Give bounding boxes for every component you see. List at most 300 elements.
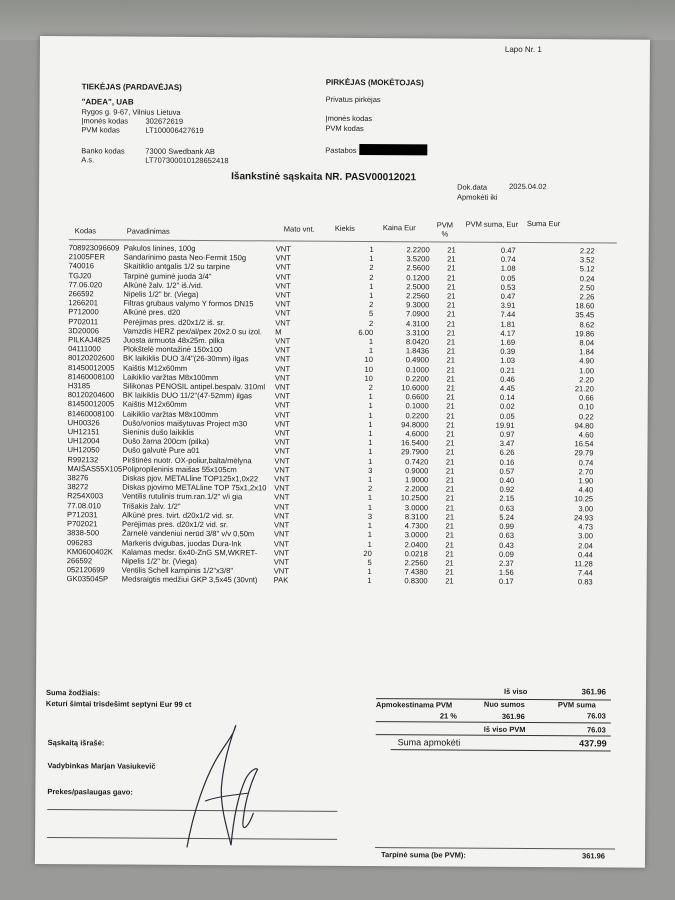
item-qty: 5: [367, 557, 372, 567]
item-unit: PAK: [273, 575, 289, 585]
item-code: H3185: [67, 381, 91, 391]
buyer-heading: PIRKĖJAS (MOKĖTOJAS): [325, 77, 424, 88]
item-unit: VNT: [274, 391, 291, 401]
item-code: KM0600402K: [66, 546, 113, 557]
item-qty: 3: [367, 511, 373, 521]
item-code: 81460008100: [67, 372, 115, 382]
item-qty: 5: [369, 309, 374, 319]
item-price: 16.5400: [401, 438, 429, 448]
item-qty: 1: [368, 429, 373, 439]
item-qty: 2: [367, 484, 373, 494]
item-qty: 2: [368, 383, 373, 393]
item-code: 38272: [67, 482, 89, 492]
item-unit: VNT: [273, 538, 290, 549]
item-vat-pct: 21: [447, 254, 456, 264]
item-name: Skaitiklio antgalis 1/2 su tarpine: [123, 261, 230, 272]
item-sum: 0.83: [577, 577, 593, 587]
item-vat-pct: 21: [446, 374, 455, 384]
item-vat-pct: 21: [445, 466, 455, 476]
item-vat-sum: 0.97: [499, 429, 515, 439]
item-name: Ventilis rutulinis trum.ran.1/2" v/i gia: [122, 491, 243, 502]
item-qty: 1: [367, 576, 372, 586]
item-qty: 1: [368, 337, 374, 347]
vat-rule: [376, 721, 611, 723]
item-qty: 1: [368, 456, 373, 466]
item-vat-pct: 21: [445, 503, 455, 513]
item-code: 04111000: [68, 344, 101, 354]
item-sum: 4.40: [578, 485, 594, 495]
seller-address: Rygos g. 9-67, Vilnius Lietuva: [81, 107, 181, 117]
item-vat-pct: 21: [446, 365, 455, 375]
item-name: Vamzdis HERZ pex/al/pex 20x2.0 su izol.: [123, 326, 262, 337]
item-name: Medsraigtis medžiui GKP 3,5x45 (30vnt): [121, 574, 258, 585]
item-vat-sum: 3.91: [500, 301, 516, 311]
item-vat-sum: 0.99: [499, 521, 515, 531]
item-code: P702021: [66, 519, 98, 529]
item-price: 3.0000: [404, 530, 428, 540]
item-name: Ventilis Schell kampinis 1/2"x3/8": [121, 565, 234, 576]
item-vat-pct: 21: [446, 328, 456, 338]
item-qty: 1: [367, 530, 372, 540]
item-unit: VNT: [275, 308, 291, 318]
item-unit: VNT: [275, 354, 291, 364]
item-price: 0.4900: [405, 355, 430, 365]
vat-rate: 21 %: [439, 711, 457, 721]
item-name: Trišakis žalv. 1/2": [122, 501, 181, 511]
item-unit: VNT: [275, 299, 291, 309]
item-qty: 1: [367, 493, 373, 503]
item-qty: 1: [368, 410, 373, 420]
item-name: Kaištis M12x60mm: [122, 363, 188, 373]
item-price: 0.0218: [404, 548, 428, 559]
item-name: Alkūnė žalv. 1/2" iš./vid.: [123, 280, 203, 290]
item-price: 1.8436: [405, 346, 430, 356]
item-code: 096283: [66, 537, 93, 547]
item-name: Žarnelė vandeniui nerūd 3/8" v/v 0,50m: [121, 528, 255, 539]
page-number-value: 1: [537, 45, 542, 55]
item-sum: 21.20: [574, 384, 594, 394]
item-code: 266592: [66, 556, 93, 566]
item-unit: VNT: [275, 244, 291, 254]
item-price: 2.5600: [406, 263, 430, 273]
item-vat-pct: 21: [445, 567, 454, 577]
item-code: UH12151: [67, 427, 100, 437]
item-qty: 1: [369, 254, 374, 264]
item-qty: 1: [367, 567, 372, 577]
item-vat-pct: 21: [446, 401, 455, 411]
seller-name: "ADEA", UAB: [81, 97, 134, 107]
item-code: R992132: [67, 454, 99, 465]
item-sum: 2.04: [578, 540, 593, 550]
item-unit: VNT: [274, 364, 291, 374]
item-sum: 0.22: [578, 411, 594, 422]
item-vat-sum: 1.03: [500, 356, 516, 366]
item-price: 0.1200: [406, 272, 430, 282]
col-name: Pavadinimas: [126, 226, 170, 236]
item-sum: 3.00: [578, 503, 594, 514]
item-code: 80120202600: [68, 353, 115, 363]
item-sum: 8.04: [579, 338, 595, 348]
item-name: Alkūnė pres. d20: [123, 307, 181, 318]
item-sum: 1.90: [578, 476, 594, 486]
item-sum: 0.10: [578, 402, 594, 412]
seller-company-code: 302672619: [145, 116, 184, 126]
to-pay-rule: [391, 749, 611, 751]
item-name: Sieninis dušo laikiklis: [122, 427, 194, 438]
item-code: 38276: [67, 473, 89, 483]
item-unit: VNT: [273, 529, 290, 539]
item-price: 3.5200: [406, 254, 430, 264]
item-code: P712000: [68, 307, 99, 317]
item-price: 0.8300: [404, 576, 428, 586]
item-vat-sum: 1.08: [500, 264, 516, 274]
item-code: 80120204600: [67, 390, 115, 400]
item-unit: VNT: [275, 318, 291, 328]
item-vat-pct: 21: [446, 319, 456, 329]
col-code: Kodas: [74, 226, 97, 236]
item-name: Laikiklio varžtas M8x100mm: [122, 409, 219, 419]
item-qty: 1: [369, 245, 374, 255]
item-price: 3.0000: [404, 502, 429, 513]
item-vat-pct: 21: [445, 447, 455, 458]
item-vat-pct: 21: [445, 530, 454, 540]
item-unit: VNT: [274, 511, 290, 521]
item-qty: 1: [367, 521, 373, 531]
item-vat-sum: 0.05: [499, 411, 515, 421]
item-unit: VNT: [275, 336, 291, 346]
invoice-title: Išankstinė sąskaita NR. PASV00012021: [231, 171, 417, 184]
item-code: UH00326: [67, 418, 100, 428]
item-sum: 4.73: [578, 522, 594, 532]
item-code: UH12004: [67, 436, 100, 446]
item-code: 3838-500: [66, 528, 100, 538]
item-name: Alkūnė pres. tvirt. d20x1/2 vid. sr.: [122, 510, 234, 521]
item-qty: 1: [368, 438, 373, 448]
item-qty: 10: [364, 364, 373, 374]
item-qty: 1: [368, 475, 373, 485]
item-sum: 19.86: [575, 329, 595, 339]
item-vat-pct: 21: [445, 539, 454, 550]
item-name: Diskas pjov. METALline TOP125x1,0x22: [122, 473, 259, 484]
item-unit: VNT: [274, 373, 291, 383]
item-qty: 10: [364, 373, 373, 383]
table-row: [67, 574, 593, 586]
item-vat-sum: 0.47: [500, 291, 516, 301]
taxable-label: Apmokestinama PVM: [375, 700, 453, 710]
buyer-notes-label: Pastabos: [325, 145, 357, 155]
item-unit: VNT: [275, 290, 291, 300]
vat-base: 361.96: [501, 711, 525, 721]
item-vat-pct: 21: [446, 300, 456, 310]
vat-sum-label: PVM suma: [557, 700, 596, 710]
item-unit: VNT: [274, 428, 290, 438]
item-vat-sum: 7.44: [500, 310, 516, 320]
item-vat-pct: 21: [445, 475, 455, 485]
item-unit: VNT: [274, 456, 290, 466]
item-qty: 2: [369, 272, 374, 282]
item-price: 8.0420: [405, 337, 430, 347]
item-name: Filtras grubaus valymo Y formos DN15: [123, 298, 254, 309]
item-vat-sum: 0.47: [500, 245, 516, 255]
item-sum: 11.28: [574, 559, 593, 569]
item-vat-sum: 0.74: [500, 255, 516, 265]
item-unit: VNT: [273, 548, 290, 558]
item-vat-sum: 2.37: [498, 558, 514, 568]
item-name: Kaištis M12x60mm: [122, 399, 187, 410]
item-unit: VNT: [275, 262, 291, 272]
item-sum: 5.12: [579, 264, 595, 274]
item-qty: 2: [368, 318, 374, 328]
background-surface: [0, 0, 675, 40]
item-qty: 1: [368, 392, 373, 402]
item-vat-sum: 4.17: [500, 328, 516, 338]
item-vat-sum: 0.43: [499, 540, 514, 550]
total-label: Iš viso: [503, 686, 528, 696]
item-price: 0.9000: [405, 466, 429, 476]
item-unit: VNT: [274, 502, 290, 512]
item-price: 4.7300: [404, 521, 429, 531]
item-vat-sum: 0.46: [500, 374, 515, 384]
item-vat-pct: 21: [446, 429, 455, 439]
item-sum: 3.00: [578, 531, 593, 541]
item-name: Plokštelė montažinė 150x100: [123, 344, 223, 355]
item-vat-pct: 21: [445, 457, 455, 467]
seller-vat-code: LT100006427619: [145, 125, 204, 136]
item-code: PILKAJ4825: [68, 335, 111, 345]
item-vat-pct: 21: [445, 512, 455, 522]
item-price: 10.6000: [401, 383, 429, 393]
item-sum: 1.84: [579, 347, 595, 357]
item-vat-sum: 0.57: [499, 466, 515, 476]
item-vat-sum: 1.69: [500, 337, 516, 347]
pay-by-label: Apmokėti iki: [456, 192, 498, 202]
buyer-vat-code-label: PVM kodas: [325, 123, 364, 133]
doc-date: 2025.04.02: [509, 181, 547, 192]
item-vat-sum: 1.81: [500, 319, 516, 329]
item-code: 81450012005: [67, 362, 115, 373]
item-qty: 1: [367, 502, 373, 512]
item-sum: 29.79: [574, 448, 594, 458]
seller-bank-code: 73000 Swedbank AB: [145, 146, 215, 157]
col-sum: Suma Eur: [526, 218, 561, 229]
item-qty: 1: [368, 346, 374, 356]
item-unit: VNT: [275, 281, 291, 291]
item-unit: VNT: [275, 253, 291, 263]
item-vat-sum: 6.26: [499, 448, 515, 458]
items-table: [67, 243, 595, 587]
item-code: UH12050: [67, 445, 100, 455]
item-unit: VNT: [274, 400, 290, 410]
redaction-box: [359, 144, 427, 155]
item-vat-sum: 0.14: [499, 393, 515, 403]
total-vat-rule: [376, 734, 611, 736]
item-price: 0.7420: [405, 456, 429, 467]
item-vat-sum: 0.39: [500, 347, 516, 357]
item-vat-pct: 21: [446, 291, 456, 301]
seller-heading: TIEKĖJAS (PARDAVĖJAS): [81, 82, 182, 92]
item-vat-pct: 21: [447, 273, 456, 283]
item-code: P702011: [68, 316, 99, 326]
item-unit: VNT: [273, 566, 289, 576]
item-vat-sum: 0.16: [499, 457, 515, 467]
total-vat-label: Iš viso PVM: [483, 724, 526, 734]
item-price: 0.1000: [405, 401, 429, 411]
item-vat-pct: 21: [445, 484, 455, 494]
item-name: Dušo žarna 200cm (pilka): [122, 436, 210, 447]
item-sum: 16.54: [574, 439, 594, 449]
item-vat-sum: 2.15: [499, 494, 515, 504]
item-unit: VNT: [274, 483, 290, 493]
item-sum: 18.60: [575, 301, 595, 311]
item-unit: VNT: [274, 437, 290, 447]
item-vat-pct: 21: [446, 383, 455, 393]
item-price: 9.3000: [406, 300, 430, 310]
seller-account-label: A.s.: [81, 155, 95, 165]
item-price: 2.2560: [404, 558, 428, 568]
item-name: Dušo galvutė Pure a01: [122, 445, 200, 456]
item-code: R254X003: [67, 491, 104, 501]
item-sum: 0.24: [579, 273, 595, 284]
invoice-sheet: [35, 36, 650, 868]
item-name: Nipelis 1/2" br. (Viega): [121, 556, 197, 566]
item-vat-sum: 0.63: [499, 503, 515, 513]
item-sum: 10.25: [574, 494, 594, 504]
item-price: 0.6600: [405, 392, 429, 402]
item-vat-sum: 0.02: [499, 402, 515, 412]
item-name: Perėjimas pres. d20x1/2 vid. sr.: [121, 519, 228, 530]
item-vat-sum: 5.24: [499, 512, 515, 522]
vat-amount: 76.03: [587, 711, 606, 721]
item-vat-pct: 21: [446, 355, 456, 365]
item-qty: 2: [369, 263, 374, 273]
item-sum: 4.90: [579, 356, 595, 366]
to-pay-label: Suma apmokėti: [397, 737, 461, 748]
item-code: 3D20006: [68, 326, 100, 336]
sum-words-label: Suma žodžiais:: [45, 688, 101, 698]
item-code: 266592: [68, 289, 94, 299]
item-unit: VNT: [274, 446, 290, 457]
item-name: Kalamas medsr. 6x40-ZnG SM,WKRET-: [121, 547, 258, 558]
item-vat-sum: 0.53: [500, 282, 516, 292]
seller-vat-code-label: PVM kodas: [81, 125, 120, 135]
item-vat-sum: 19.91: [495, 420, 515, 430]
page-number: [505, 45, 542, 54]
item-vat-pct: 21: [446, 438, 455, 448]
item-name: Sandarinimo pasta Neo-Fermit 150g: [123, 252, 247, 263]
item-price: 8.3100: [404, 512, 429, 522]
item-vat-pct: 21: [446, 346, 456, 356]
issued-label: Sąskaitą išrašė:: [47, 738, 105, 748]
received-label: Prekes/paslaugas gavo:: [47, 787, 133, 797]
item-price: 0.1000: [405, 364, 429, 375]
item-vat-pct: 21: [446, 392, 455, 402]
seller-company-code-label: Įmonės kodas: [81, 116, 129, 126]
subtotal-rule: [375, 847, 615, 849]
item-name: Laikiklio varžtas M8x100mm: [122, 372, 219, 382]
col-price: Kaina Eur: [382, 223, 416, 233]
item-sum: 0.74: [578, 457, 594, 468]
item-qty: 10: [364, 355, 374, 365]
item-price: 3.3100: [405, 328, 430, 338]
item-vat-pct: 21: [446, 411, 455, 421]
item-qty: 1: [368, 447, 373, 457]
item-vat-sum: 0.40: [499, 475, 515, 485]
item-code: 21005FER: [68, 252, 105, 262]
total-value: 361.96: [581, 687, 607, 697]
col-vat-sum: PVM suma, Eur: [465, 219, 519, 229]
item-qty: 20: [363, 548, 372, 558]
to-pay-value: 437.99: [579, 738, 607, 749]
item-vat-sum: 4.45: [500, 383, 515, 393]
item-price: 4.3100: [405, 318, 430, 329]
manager-name: Vadybinkas Marjan Vasiukevič: [47, 761, 156, 771]
item-sum: 94.80: [574, 421, 594, 431]
item-sum: 2.20: [579, 375, 594, 385]
subtotal-label: Tarpinė suma (be PVM):: [380, 850, 466, 860]
item-price: 0.2200: [405, 374, 429, 384]
item-name: Polipropileninis maišas 55x105cm: [122, 464, 237, 475]
item-qty: 2: [369, 300, 374, 310]
item-code: 708923096609: [68, 243, 120, 253]
buyer-company-code-label: Įmonės kodas: [325, 113, 373, 124]
col-qty: Kiekis: [334, 223, 355, 233]
item-qty: 1: [367, 539, 372, 549]
item-code: MAIŠAS55X105: [67, 464, 123, 474]
item-vat-pct: 21: [446, 337, 456, 347]
page-number-label: Lapo Nr.: [504, 44, 536, 55]
item-code: P712031: [67, 510, 98, 520]
item-unit: VNT: [274, 492, 290, 503]
item-name: Juosta armuota 48x25m. pilka: [123, 335, 225, 346]
item-code: 81460008100: [67, 408, 115, 419]
item-vat-pct: 21: [445, 493, 455, 504]
item-qty: 1: [368, 401, 373, 411]
item-price: 2.5000: [406, 282, 430, 292]
item-price: 7.4380: [404, 567, 428, 577]
item-vat-pct: 21: [446, 309, 456, 319]
item-name: Tarpinė guminė juoda 3/4": [123, 271, 212, 281]
item-vat-pct: 21: [445, 549, 454, 559]
item-vat-sum: 0.92: [499, 485, 515, 495]
item-unit: VNT: [274, 410, 290, 420]
item-unit: VNT: [274, 474, 290, 484]
item-price: 10.2500: [400, 493, 429, 503]
item-name: BK laikiklis DUO 11/2"(47-52mm) ilgas: [122, 390, 252, 401]
item-sum: 0.66: [578, 393, 594, 403]
item-sum: 2.26: [579, 292, 595, 302]
item-code: TGJ20: [68, 270, 92, 280]
item-sum: 7.44: [577, 568, 593, 578]
item-code: 77.08.010: [67, 500, 101, 511]
item-qty: 1: [369, 291, 374, 301]
item-price: 2.2200: [406, 245, 430, 255]
vat-from-label: Nuo sumos: [483, 699, 525, 709]
item-name: Pakulos linines, 100g: [123, 243, 196, 253]
signature-drawing: [175, 717, 266, 858]
item-name: Diskas pjovimo METALline TOP 75x1,2x10: [122, 482, 267, 493]
col-unit: Mato vnt.: [283, 224, 315, 234]
item-name: Silikonas PENOSIL antipel.bespalv. 310ml: [122, 381, 266, 392]
item-unit: VNT: [274, 382, 291, 392]
item-code: 1266201: [68, 298, 98, 308]
item-sum: 0.44: [578, 549, 593, 560]
item-price: 1.9000: [405, 475, 429, 485]
item-vat-pct: 21: [445, 576, 454, 586]
doc-date-label: Dok.data: [457, 182, 488, 192]
item-unit: VNT: [275, 345, 291, 355]
item-name: Perėjimas pres. d20x1/2 iš. sr.: [123, 317, 226, 327]
item-sum: 2.70: [578, 467, 594, 477]
